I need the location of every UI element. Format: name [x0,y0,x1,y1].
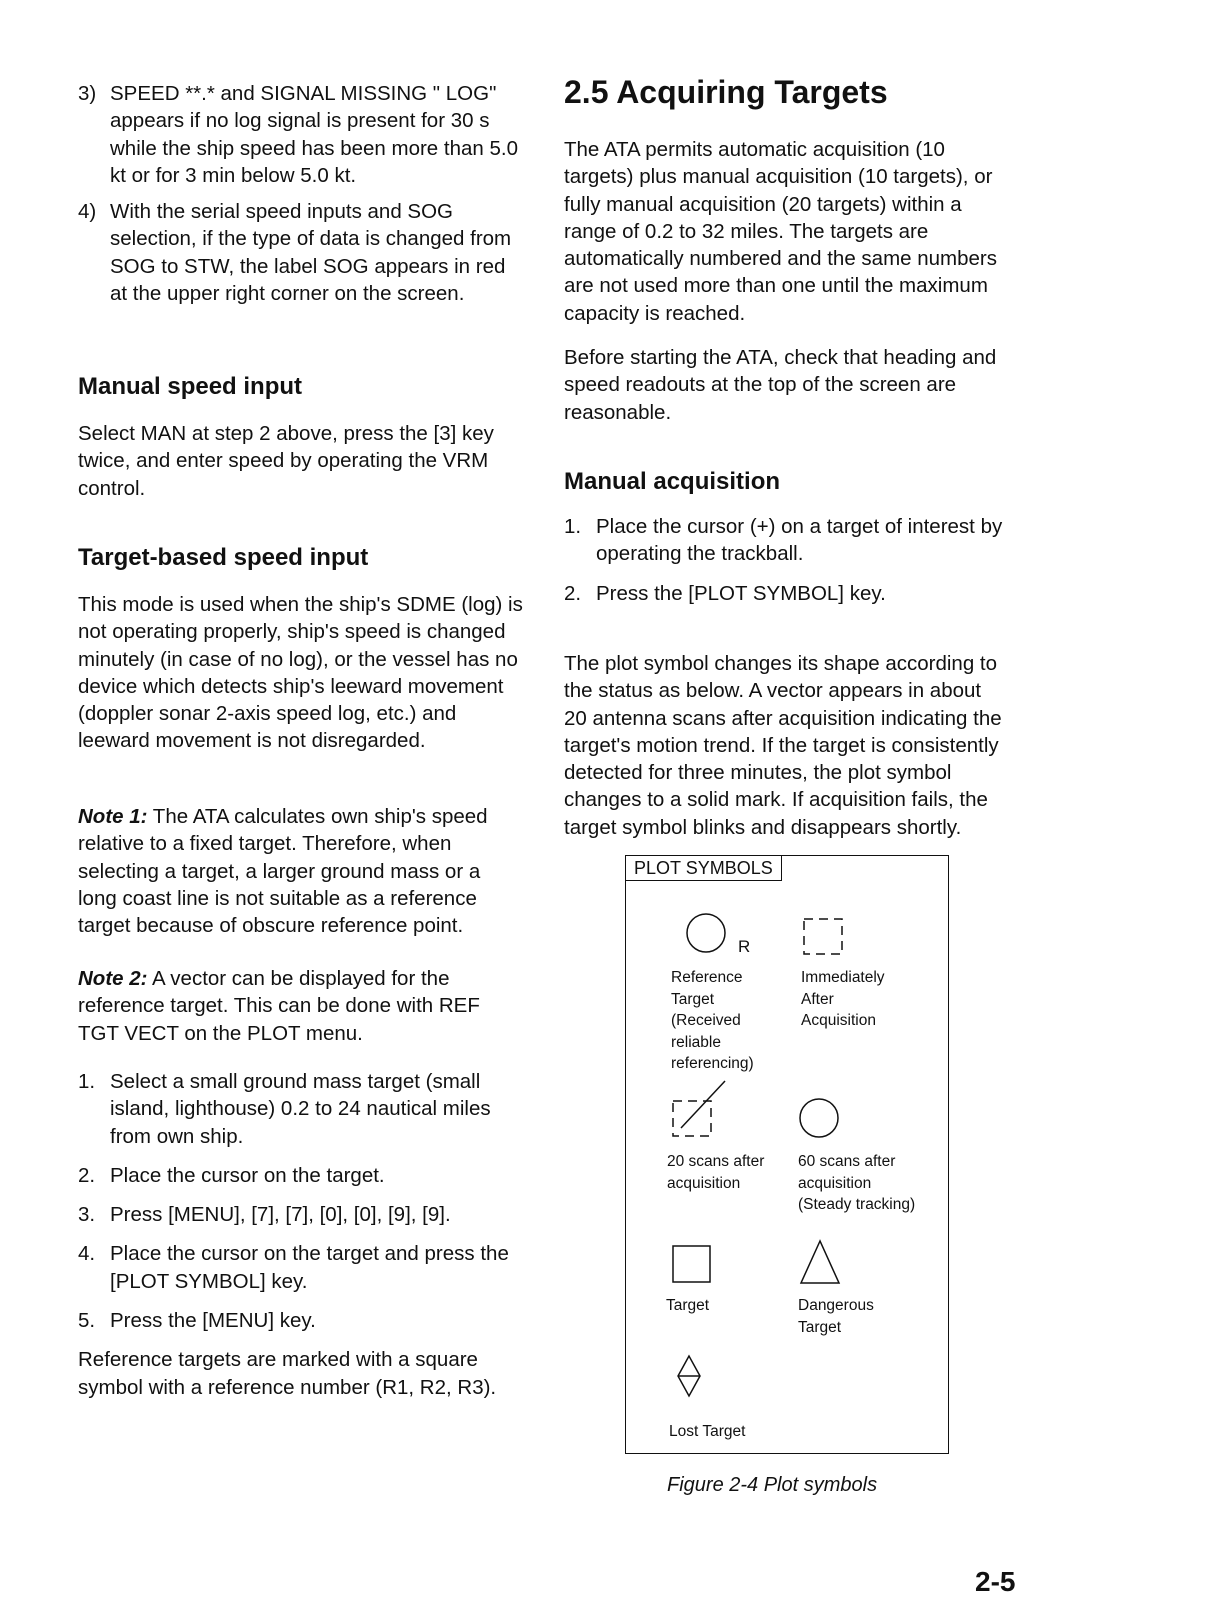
symbol-label-60-scans: 60 scans after acquisition (Steady tracking) [798,1153,916,1213]
list-item: 4) With the serial speed inputs and SOG selection, if the type of data is changed from SOG to STW, the label SOG appears in red at the upper right corner on the screen. [78,198,523,307]
heading-target-speed-input: Target-based speed input [78,544,369,571]
target-speed-text: This mode is used when the ship's SDME (log) is not operating properly, ship's speed is changed minutely (in case of no log), or the vessel has no device which detects ship's leeward movement (doppler sonar 2-axis speed log, etc.) and leeward movement is not disregarded. [78,593,523,753]
list-item-text: With the serial speed inputs and SOG selection, if the type of data is changed from SOG to STW, the label SOG appears in red at the upper right corner on the screen. [110,200,512,306]
speed-notes-list [78,80,523,307]
heading-manual-speed-input: Manual speed input [78,373,303,400]
target-square-icon [673,1246,710,1282]
reference-letter: R [738,937,751,956]
acquisition-steps [564,513,1009,607]
symbol-label-target: Target [666,1297,710,1314]
note-1: Note 1: The ATA calculates own ship's speed relative to a fixed target. Therefore, when selecting a target, a larger ground mass or a long coast line is not suitable as a reference target because of obscure reference point. [78,805,488,938]
note-2: Note 2: A vector can be displayed for the reference target. This can be done with REF TGT VECT on the PLOT menu. [78,967,480,1045]
step-item: 2. Press the [PLOT SYMBOL] key. [564,581,886,605]
dashed-square-vector-icon [673,1081,725,1136]
step-item: 5. Press the [MENU] key. [78,1309,316,1333]
step-item: 4. Place the cursor on the target and press the [PLOT SYMBOL] key. [78,1242,509,1293]
closing-text: Reference targets are marked with a square symbol with a reference number (R1, R2, R3). [78,1348,497,1399]
reference-steps [78,1068,523,1401]
step-item: 1. Place the cursor (+) on a target of interest by operating the trackball. [564,515,1003,566]
figure-title: PLOT SYMBOLS [625,855,782,881]
page-number: 2-5 [975,1566,1016,1597]
symbol-label-immediate: Immediately After Acquisition [801,969,885,1029]
reference-target-circle-icon [687,914,725,952]
manual-speed-text: Select MAN at step 2 above, press the [3] key twice, and enter speed by operating the VRM control. [78,422,494,500]
heading-manual-acquisition: Manual acquisition [564,468,781,495]
para-plot-symbol: The plot symbol changes its shape according to the status as below. A vector appears in about 20 antenna scans after acquisition indicating the target's motion trend. If the target is consistently detected for three minutes, the plot symbol changes to a solid mark. If acquisition fails, the target symbol blinks and disappears shortly. [564,652,1002,839]
list-item: 3) SPEED **.* and SIGNAL MISSING " LOG" appears if no log signal is present for 30 s while the ship speed has been more than 5.0 kt or for 3 min below 5.0 kt. [78,80,523,189]
step-item: 3. Press [MENU], [7], [7], [0], [0], [9], [9]. [78,1203,451,1227]
dashed-square-icon [804,919,842,954]
symbol-label-20-scans: 20 scans after acquisition [667,1153,765,1192]
step-item: 2. Place the cursor on the target. [78,1163,385,1187]
steady-tracking-circle-icon [800,1099,838,1137]
section-title: 2.5 Acquiring Targets [564,74,888,110]
figure-caption: Figure 2-4 Plot symbols [667,1474,878,1496]
dangerous-target-triangle-icon [801,1241,839,1283]
lost-target-diamond-icon [678,1356,700,1396]
list-item-text: SPEED **.* and SIGNAL MISSING " LOG" appears if no log signal is present for 30 s while the ship speed has been more than 5.0 kt or for 3 min below 5.0 kt. [110,82,518,187]
para-acquisition: The ATA permits automatic acquisition (10 targets) plus manual acquisition (10 targets), or fully manual acquisition (20 targets) within a range of 0.2 to 32 miles. The targets are automatically numbered and the same numbers are not used more than one until the maximum capacity is reached. [564,138,998,325]
para-before-starting: Before starting the ATA, check that heading and speed readouts at the top of the screen are reasonable. [564,346,997,424]
step-item: 1. Select a small ground mass target (small island, lighthouse) 0.2 to 24 nautical miles from own ship. [78,1070,491,1148]
symbol-label-lost: Lost Target [669,1423,746,1440]
symbol-label-dangerous: Dangerous Target [798,1297,874,1336]
symbol-label-reference: Reference Target (Received reliable referencing) [671,969,754,1072]
plot-symbols-figure [625,855,949,1454]
